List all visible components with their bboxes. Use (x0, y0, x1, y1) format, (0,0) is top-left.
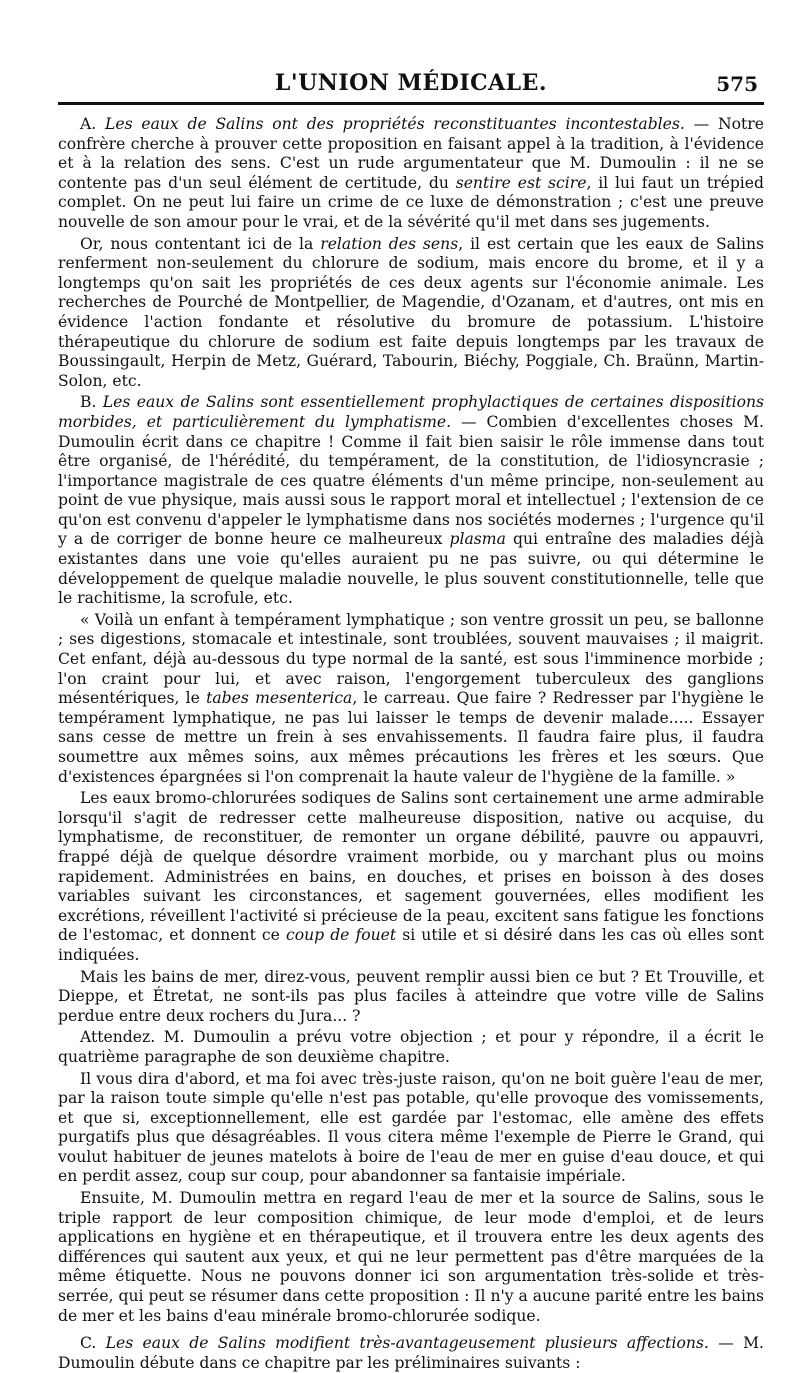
section-letter: A. (80, 115, 105, 133)
paragraph-text: Mais les bains de mer, direz-vous, peuvent remplir aussi bien ce but ? Et Trouville, et Dieppe, et Étretat, ne sont-ils pas plus faciles à atteindre que votre ville de Salins perdue entre deux rochers du Jura... ? (58, 967, 764, 1025)
page-header (58, 62, 764, 98)
paragraph-text: — M. Dumoulin débute dans ce chapitre par les préliminaires suivants : (58, 1334, 764, 1372)
paragraph-text: Les eaux bromo-chlorurées sodiques de Salins sont certainement une arme admirable lorsqu'il s'agit de redresser cette malheureuse disposition, native ou acquise, du lymphatisme, de reconstituer, de remonter un organe débilité, pauvre ou appauvri, frappé déjà de quelque désordre vraiment morbide, ou y marchant plus ou moins rapidement. Administrées en bains, en douches, et prises en boisson à des doses variables suivant les circonstances, et sagement gouvernées, elles modifient les excrétions, réveillent l'activité si précieuse de la peau, excitent sans fatigue les fonctions de l'estomac, et donnent ce (58, 789, 764, 945)
section-letter: B. (80, 393, 103, 412)
section-heading: Les eaux de Salins ont des propriétés reconstituantes incontestables. (105, 115, 685, 133)
paragraph-text: si utile et si désiré dans les cas où elles sont indiquées. (58, 926, 764, 964)
section-heading: Les eaux de Salins modifient très-avantageusement plusieurs affections. (105, 1334, 709, 1353)
page-number: 575 (716, 72, 758, 96)
paragraph-text: Ensuite, M. Dumoulin mettra en regard l'eau de mer et la source de Salins, sous le triple rapport de leur composition chimique, de leur mode d'emploi, et de leurs applications en hygiène et en thérapeutique, et il trouvera entre les deux agents des différences qui sautent aux yeux, et qui ne leur permettent pas d'être marquées de la même étiquette. Nous ne pouvons donner ici son argumentation très-solide et très-serrée, qui peut se résumer dans cette proposition : Il n'y a aucune parité entre les bains de mer et les bains d'eau minérale bromo-chlorurée sodique. (58, 1189, 764, 1325)
paragraph-text: qui entraîne des maladies déjà existantes dans une voie qu'elles auraient pu ne pas suivre, ou qui détermine le développement de quelque maladie nouvelle, le plus souvent constitutionnelle, telle que le rachitisme, la scrofule, etc. (58, 530, 764, 608)
paragraph (58, 789, 764, 965)
quotation-paragraph (58, 611, 764, 787)
paragraph-text: , il lui faut un trépied complet. On ne peut lui faire un crime de ce luxe de démonstration ; c'est une preuve nouvelle de son amour pour le vrai, et de la sévérité qu'il met dans ses jugements. (58, 173, 765, 231)
paragraph (58, 1070, 764, 1188)
paragraph-text: , le carreau. Que faire ? Redresser par l'hygiène le tempérament lymphatique, ne pas lui laisser le temps de devenir malade..... Essayer sans cesse de mettre un frein à ses envahissements. Il faudra faire plus, il faudra soumettre aux mêmes soins, aux mêmes précautions les frères et les sœurs. Que d'existences épargnées si l'on comprenait la haute valeur de l'hygiène de la famille. » (58, 689, 764, 786)
emphasis: tabes mesenterica (206, 689, 353, 708)
latin-phrase: sentire est scire (455, 173, 587, 192)
paragraph (58, 968, 764, 1027)
paragraph (58, 1028, 764, 1067)
header-rule (58, 102, 764, 105)
paragraph-c (58, 1334, 764, 1373)
paragraph-text: Or, nous contentant ici de la (80, 234, 321, 253)
section-letter: C. (80, 1334, 106, 1353)
running-title: L'UNION MÉDICALE. (274, 70, 548, 96)
section-heading: Les eaux de Salins sont essentiellement prophylactiques de certaines dispositions morbides, et particulièrement du lymphatisme. (58, 393, 765, 431)
paragraph-text: — Notre confrère cherche à prouver cette proposition en faisant appel à la tradition, à l'évidence et à la relation des sens. C'est un rude argumentateur que M. Dumoulin : il ne se contente pas d'un seul élément de certitude, du (58, 115, 764, 192)
paragraph-text: « Voilà un enfant à tempérament lymphatique ; son ventre grossit un peu, se ballonne ; ses digestions, stomacale et intestinale, sont troublées, souvent mauvaises ; il maigrit. Cet enfant, déjà au-dessous du type normal de la santé, est sous l'imminence morbide ; l'on craint pour lui, et avec raison, l'engorgement tuberculeux des ganglions mésentériques, le (58, 610, 764, 708)
emphasis: coup de fouet (285, 926, 397, 945)
paragraph-a (58, 115, 764, 233)
emphasis: relation des sens (320, 234, 459, 253)
paragraph-text: Attendez. M. Dumoulin a prévu votre objection ; et pour y répondre, il a écrit le quatrième paragraphe de son deuxième chapitre. (58, 1028, 764, 1066)
paragraph-text: Il vous dira d'abord, et ma foi avec très-juste raison, qu'on ne boit guère l'eau de mer, par la raison toute simple qu'elle n'est pas potable, qu'elle provoque des vomissements, et que si, exceptionnellement, elle est gardée par l'estomac, elle amène des effets purgatifs plus que désagréables. Il vous citera même l'exemple de Pierre le Grand, qui voulut habituer de jeunes matelots à boire de l'eau de mer en guise d'eau douce, et qui en perdit assez, coup sur coup, pour abandonner sa fantaisie impériale. (58, 1069, 764, 1186)
paragraph (58, 1189, 764, 1326)
paragraph-b (58, 393, 764, 609)
paragraph (58, 235, 764, 392)
article-body (58, 115, 764, 1373)
emphasis: plasma (449, 530, 506, 549)
paragraph-text: — Combien d'excellentes choses M. Dumoulin écrit dans ce chapitre ! Comme il fait bien saisir le rôle immense dans tout être organisé, de l'hérédité, du tempérament, de la constitution, de l'idiosyncrasie ; l'importance magistrale de ces quatre éléments d'un même principe, non-seulement au point de vue physique, mais aussi sous le rapport moral et intellectuel ; l'extension de ce qu'on est convenu d'appeler le lymphatisme dans nos sociétés modernes ; l'urgence qu'il y a de corriger de bonne heure ce malheureux (58, 412, 764, 549)
paragraph-text: , il est certain que les eaux de Salins renferment non-seulement du chlorure de sodium, mais encore du brome, et il y a longtemps qu'on sait les propriétés de ces deux agents sur l'économie animale. Les recherches de Pourché de Montpellier, de Magendie, d'Ozanam, et d'autres, ont mis en évidence l'action fondante et résolutive du bromure de potassium. L'histoire thérapeutique du chlorure de sodium est faite depuis longtemps par les travaux de Boussingault, Herpin de Metz, Guérard, Tabourin, Biéchy, Poggiale, Ch. Braünn, Martin-Solon, etc. (58, 234, 764, 390)
